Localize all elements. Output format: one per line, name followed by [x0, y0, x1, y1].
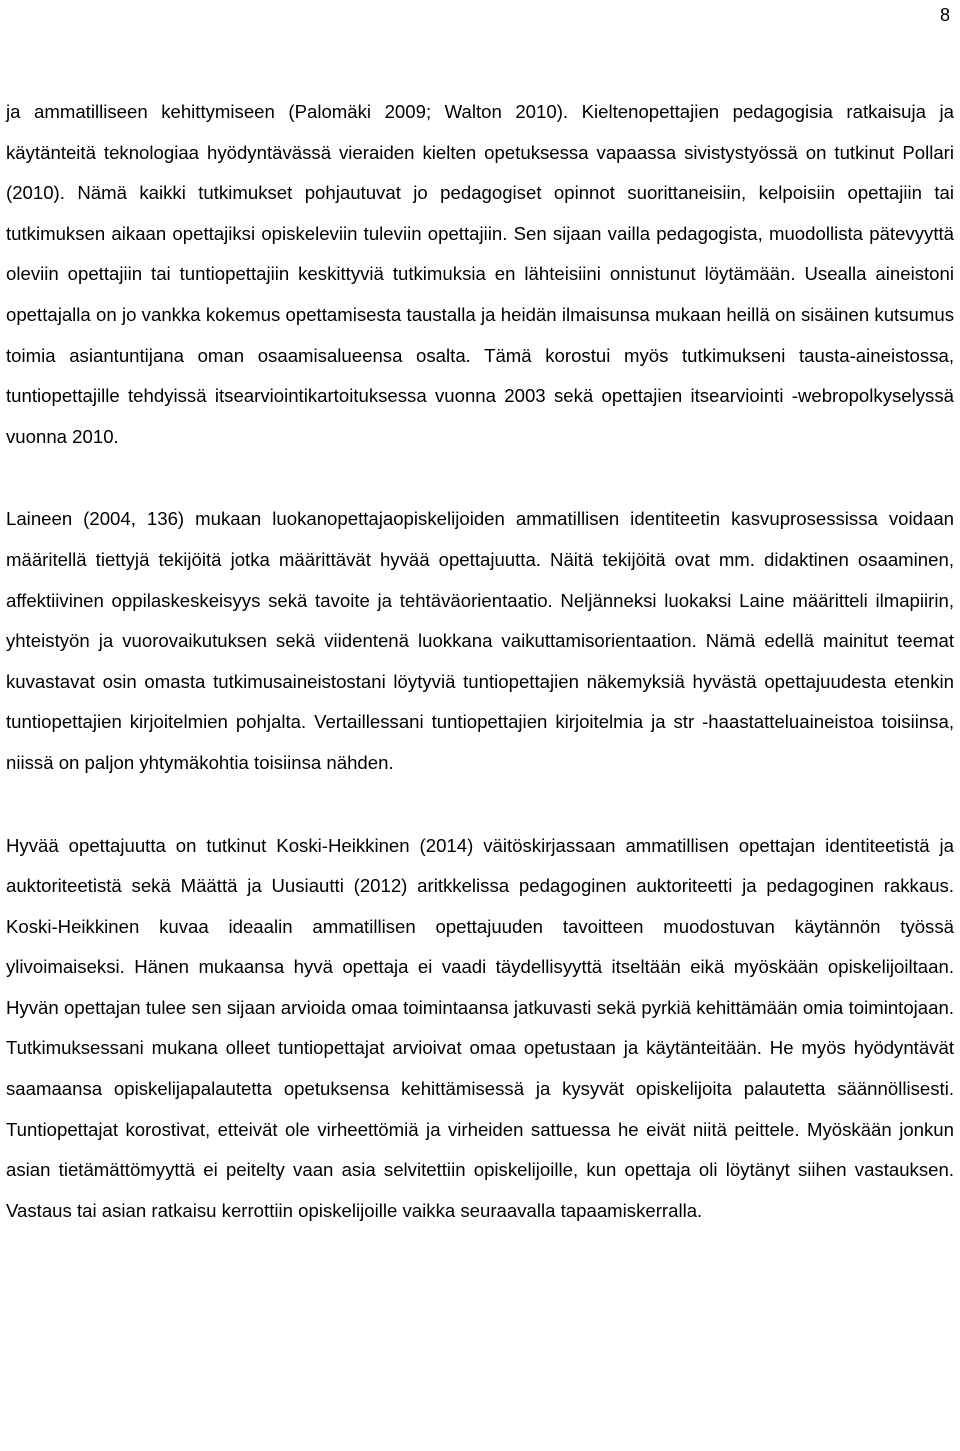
paragraph: ja ammatilliseen kehittymiseen (Palomäki 2009; Walton 2010). Kieltenopettajien pedagogisia ratkaisuja ja käytänteitä teknologiaa hyödyntävässä vieraiden kielten opetuksessa vapaassa sivistystyössä on tutkinut Pollari (2010). Nämä kaikki tutkimukset pohjautuvat jo pedagogiset opinnot suorittaneisiin, kelpoisiin opettajiin tai tutkimuksen aikaan opettajiksi opiskeleviin tuleviin opettajiin. Sen sijaan vailla pedagogista, muodollista pätevyyttä oleviin opettajiin tai tuntiopettajiin keskittyviä tutkimuksia en lähteisiini onnistunut löytämään. Usealla aineistoni opettajalla on jo vankka kokemus opettamisesta taustalla ja heidän ilmaisunsa mukaan heillä on sisäinen kutsumus toimia asiantuntijana oman osaamisalueensa osalta. Tämä korostui myös tutkimukseni tausta-aineistossa, tuntiopettajille tehdyissä itsearviointikartoituksessa vuonna 2003 sekä opettajien itsearviointi -webropolkyselyssä vuonna 2010.: [6, 101, 954, 447]
document-body: [6, 92, 954, 1231]
paragraph: Laineen (2004, 136) mukaan luokanopettajaopiskelijoiden ammatillisen identiteetin kasvuprosessissa voidaan määritellä tiettyjä tekijöitä jotka määrittävät hyvää opettajuutta. Näitä tekijöitä ovat mm. didaktinen osaaminen, affektiivinen oppilaskeskeisyys sekä tavoite ja tehtäväorientaatio. Neljänneksi luokaksi Laine määritteli ilmapiirin, yhteistyön ja vuorovaikutuksen sekä viidentenä luokkana vaikuttamisorientaation. Nämä edellä mainitut teemat kuvastavat osin omasta tutkimusaineistostani löytyviä tuntiopettajien näkemyksiä hyvästä opettajuudesta etenkin tuntiopettajien kirjoitelmien pohjalta. Vertaillessani tuntiopettajien kirjoitelmia ja str -haastatteluaineistoa toisiinsa, niissä on paljon yhtymäkohtia toisiinsa nähden.: [6, 508, 954, 773]
paragraph: Hyvää opettajuutta on tutkinut Koski-Heikkinen (2014) väitöskirjassaan ammatillisen opettajan identiteetistä ja auktoriteetistä sekä Määttä ja Uusiautti (2012) aritkkelissa pedagoginen auktoriteetti ja pedagoginen rakkaus. Koski-Heikkinen kuvaa ideaalin ammatillisen opettajuuden tavoitteen muodostuvan käytännön työssä ylivoimaiseksi. Hänen mukaansa hyvä opettaja ei vaadi täydellisyyttä itseltään eikä myöskään opiskelijoiltaan. Hyvän opettajan tulee sen sijaan arvioida omaa toimintaansa jatkuvasti sekä pyrkiä kehittämään omia toimintojaan. Tutkimuksessani mukana olleet tuntiopettajat arvioivat omaa opetustaan ja käytänteitään. He myös hyödyntävät saamaansa opiskelijapalautetta opetuksensa kehittämisessä ja kysyvät opiskelijoita palautetta säännöllisesti. Tuntiopettajat korostivat, etteivät ole virheettömiä ja virheiden sattuessa he eivät niitä peittele. Myöskään jonkun asian tietämättömyyttä ei peitelty vaan asia selvitettiin opiskelijoille, kun opettaja oli löytänyt siihen vastauksen. Vastaus tai asian ratkaisu kerrottiin opiskelijoille vaikka seuraavalla tapaamiskerralla.: [6, 834, 954, 1221]
page-number: 8: [939, 5, 950, 25]
